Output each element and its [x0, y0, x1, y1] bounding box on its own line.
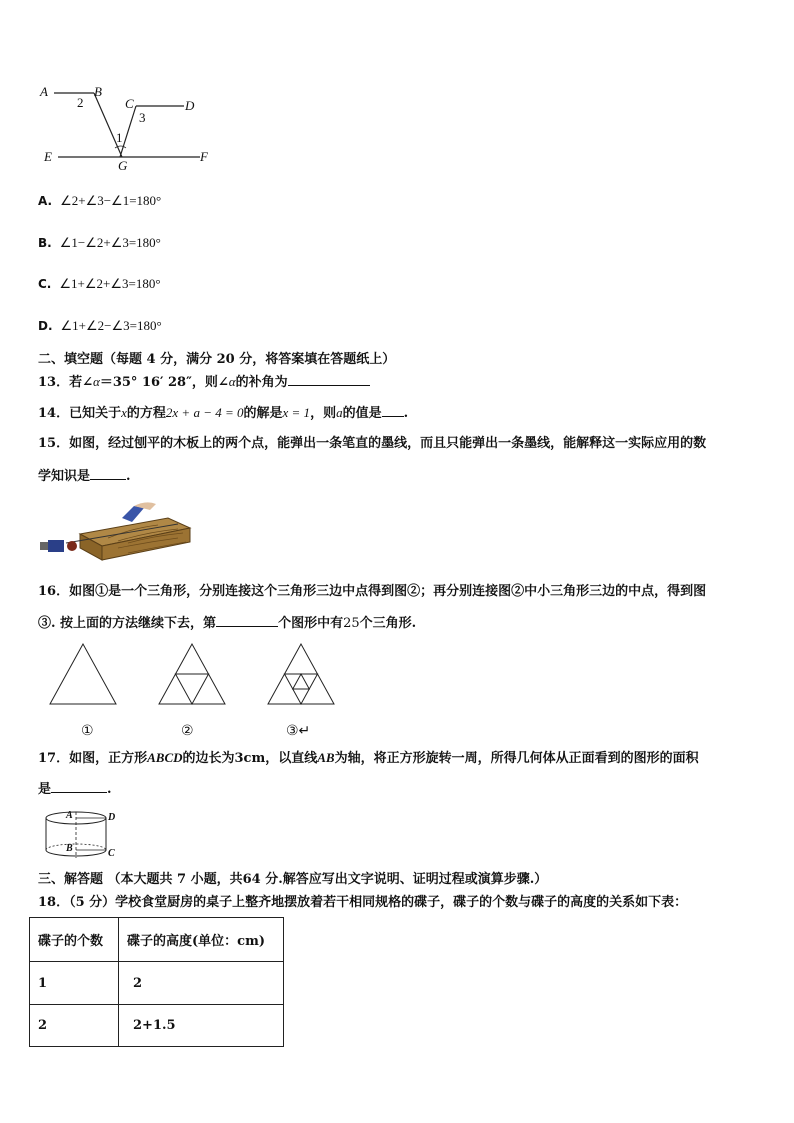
table-cell: 2 — [30, 1005, 119, 1047]
label-a: A — [40, 84, 48, 99]
table-cell: 2+1.5 — [119, 1005, 284, 1047]
table-cell: 1 — [30, 962, 119, 1005]
figure-label-3: ③↵ — [286, 723, 311, 739]
cylinder-figure — [40, 808, 120, 862]
plate-height-table — [29, 917, 284, 1047]
figure-label-2: ② — [181, 723, 194, 739]
option-d[interactable]: D. ∠1+∠2−∠3=180° — [38, 318, 162, 333]
question-17-line2: 是 . — [38, 782, 112, 797]
cyl-label-a: A — [66, 810, 73, 821]
question-15-line2: 学知识是 . — [38, 469, 131, 484]
label-e: E — [44, 149, 52, 164]
table-cell: 2 — [119, 962, 284, 1005]
question-18: 18．（5 分）学校食堂厨房的桌子上整齐地摆放着若干相同规格的碟子，碟子的个数与碟子的高度的关系如下表： — [38, 895, 688, 910]
angle-figure — [36, 82, 216, 174]
table-row — [30, 962, 284, 1005]
label-g: G — [118, 158, 128, 173]
option-a[interactable]: A. ∠2+∠3−∠1=180° — [38, 193, 162, 208]
label-b: B — [94, 84, 102, 99]
question-14: 14．已知关于x的方程2x + a − 4 = 0的解是x = 1，则a的值是 . — [38, 405, 409, 421]
label-c: C — [125, 96, 134, 111]
option-c[interactable]: C. ∠1+∠2+∠3=180° — [38, 276, 161, 291]
question-16-line1: 16．如图①是一个三角形，分别连接这个三角形三边中点得到图②；再分别连接图②中小三角形三边的中点，得到图 — [38, 584, 707, 599]
section-solve-title: 三、解答题 （本大题共 7 小题，共64 分.解答应写出文字说明、证明过程或演算步骤.） — [38, 872, 548, 887]
triangle-figure-3 — [266, 642, 336, 706]
question-17-line1: 17．如图，正方形ABCD的边长为3cm，以直线AB为轴，将正方形旋转一周，所得几何体从正面看到的图形的面积 — [38, 750, 699, 766]
answer-blank-16[interactable] — [216, 614, 278, 627]
figure-label-1: ① — [81, 723, 94, 739]
label-1: 1 — [116, 130, 123, 145]
question-16-line2: ③. 按上面的方法继续下去，第 个图形中有25个三角形. — [38, 616, 417, 631]
cyl-label-b: B — [66, 843, 73, 854]
answer-blank-13[interactable] — [288, 373, 370, 386]
section-fill-blank-title: 二、填空题（每题 4 分，满分 20 分，将答案填在答题纸上） — [38, 352, 396, 367]
label-3: 3 — [139, 110, 146, 125]
question-15-line1: 15．如图，经过刨平的木板上的两个点，能弹出一条笔直的墨线，而且只能弹出一条墨线，能解释这一实际应用的数 — [38, 436, 707, 451]
answer-blank-17[interactable] — [51, 780, 107, 793]
table-header-row — [30, 918, 284, 962]
label-2: 2 — [77, 95, 84, 110]
table-header-cell: 碟子的个数 — [30, 918, 119, 962]
label-d: D — [185, 98, 195, 113]
table-header-cell: 碟子的高度(单位：cm) — [119, 918, 284, 962]
cyl-label-d: D — [108, 812, 116, 823]
option-b[interactable]: B. ∠1−∠2+∠3=180° — [38, 235, 161, 250]
answer-blank-14[interactable] — [382, 404, 404, 417]
label-f: F — [200, 149, 208, 164]
triangle-figure-1 — [48, 642, 118, 706]
triangle-figure-2 — [157, 642, 227, 706]
plank-illustration — [38, 498, 194, 562]
answer-blank-15[interactable] — [90, 467, 126, 480]
line-bg — [94, 93, 122, 157]
table-row — [30, 1005, 284, 1047]
cyl-label-c: C — [108, 848, 115, 859]
question-13: 13．若∠α＝35° 16′ 28″，则∠α的补角为 — [38, 373, 370, 392]
